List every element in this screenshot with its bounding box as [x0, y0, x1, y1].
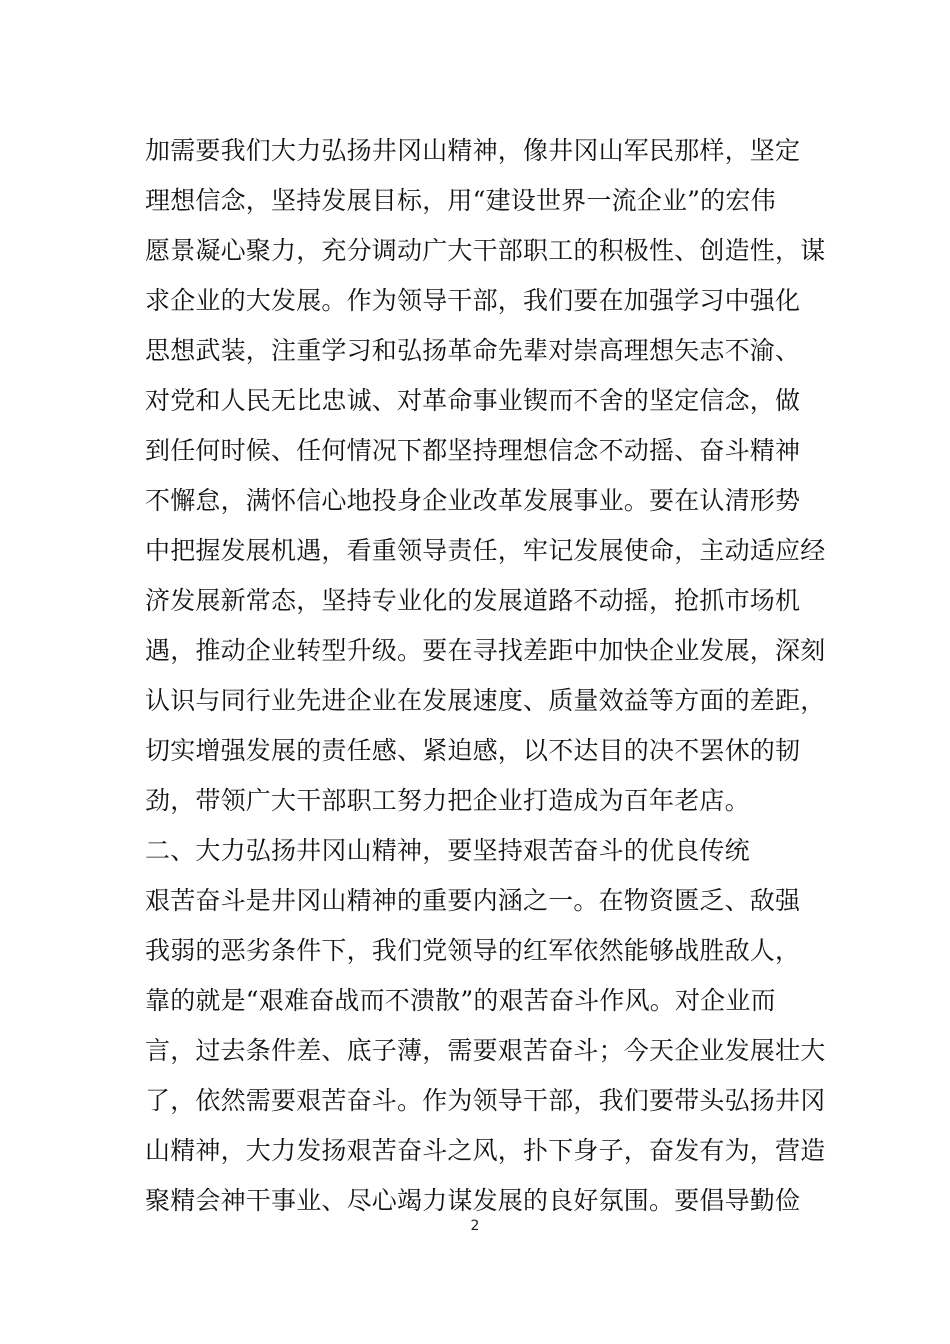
page-number: 2 — [470, 1218, 480, 1234]
text-line: 求企业的大发展。作为领导干部，我们要在加强学习中强化 — [145, 286, 801, 315]
text-line: 言，过去条件差、底子薄，需要艰苦奋斗；今天企业发展壮大 — [145, 1036, 826, 1065]
text-line: 对党和人民无比忠诚、对革命事业锲而不舍的坚定信念，做 — [145, 386, 801, 415]
text-line: 靠的就是“艰难奋战而不溃散”的艰苦奋斗作风。对企业而 — [145, 986, 776, 1015]
body-text — [145, 126, 845, 1226]
text-line: 聚精会神干事业、尽心竭力谋发展的良好氛围。要倡导勤俭 — [145, 1186, 801, 1215]
text-line: 了，依然需要艰苦奋斗。作为领导干部，我们要带头弘扬井冈 — [145, 1086, 826, 1115]
text-line: 思想武装，注重学习和弘扬革命先辈对崇高理想矢志不渝、 — [145, 336, 801, 365]
text-line: 认识与同行业先进企业在发展速度、质量效益等方面的差距， — [145, 686, 826, 715]
text-line: 艰苦奋斗是井冈山精神的重要内涵之一。在物资匮乏、敌强 — [145, 886, 801, 915]
text-line: 理想信念，坚持发展目标，用“建设世界一流企业”的宏伟 — [145, 186, 776, 215]
text-line: 愿景凝心聚力，充分调动广大干部职工的积极性、创造性，谋 — [145, 236, 826, 265]
text-line: 不懈怠，满怀信心地投身企业改革发展事业。要在认清形势 — [145, 486, 801, 515]
text-line: 济发展新常态，坚持专业化的发展道路不动摇，抢抓市场机 — [145, 586, 801, 615]
text-line: 山精神，大力发扬艰苦奋斗之风，扑下身子，奋发有为，营造 — [145, 1136, 826, 1165]
text-line: 到任何时候、任何情况下都坚持理想信念不动摇、奋斗精神 — [145, 436, 801, 465]
text-line: 中把握发展机遇，看重领导责任，牢记发展使命，主动适应经 — [145, 536, 826, 565]
text-line: 我弱的恶劣条件下，我们党领导的红军依然能够战胜敌人， — [145, 936, 801, 965]
text-line: 加需要我们大力弘扬井冈山精神，像井冈山军民那样，坚定 — [145, 136, 801, 165]
section-heading: 二、大力弘扬井冈山精神，要坚持艰苦奋斗的优良传统 — [145, 836, 750, 865]
text-line: 遇，推动企业转型升级。要在寻找差距中加快企业发展，深刻 — [145, 636, 826, 665]
text-line: 劲，带领广大干部职工努力把企业打造成为百年老店。 — [145, 786, 750, 815]
text-line: 切实增强发展的责任感、紧迫感，以不达目的决不罢休的韧 — [145, 736, 801, 765]
